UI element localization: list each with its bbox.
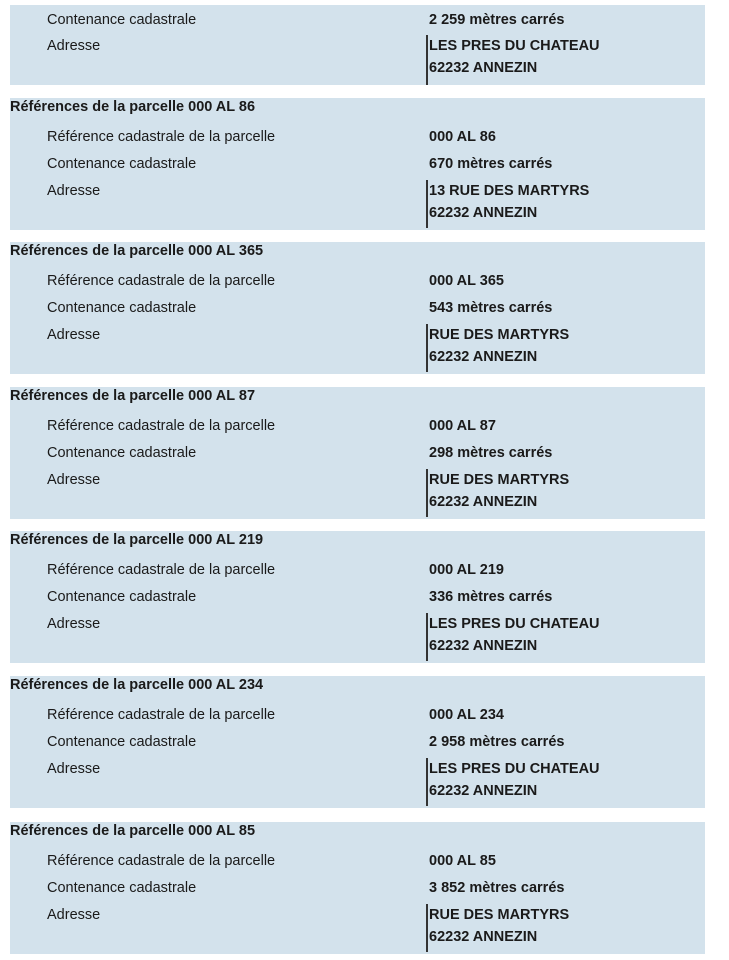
parcel-title: Références de la parcelle 000 AL 234 bbox=[10, 677, 264, 693]
reference-label: Référence cadastrale de la parcelle bbox=[47, 562, 276, 578]
reference-label: Référence cadastrale de la parcelle bbox=[47, 273, 276, 289]
contenance-value: 2 958 mètres carrés bbox=[429, 734, 565, 750]
adresse-line1: LES PRES DU CHATEAU bbox=[429, 616, 600, 632]
reference-label: Référence cadastrale de la parcelle bbox=[47, 707, 276, 723]
parcel-panel bbox=[10, 387, 705, 519]
adresse-line2: 62232 ANNEZIN bbox=[429, 783, 538, 799]
contenance-label: Contenance cadastrale bbox=[47, 445, 197, 461]
reference-value: 000 AL 87 bbox=[429, 418, 496, 434]
address-divider bbox=[426, 469, 428, 517]
contenance-value: 670 mètres carrés bbox=[429, 156, 553, 172]
address-divider bbox=[426, 180, 428, 228]
contenance-label: Contenance cadastrale bbox=[47, 734, 197, 750]
parcel-panel bbox=[10, 98, 705, 230]
adresse-line2: 62232 ANNEZIN bbox=[429, 638, 538, 654]
parcel-title: Références de la parcelle 000 AL 85 bbox=[10, 823, 256, 839]
contenance-value: 3 852 mètres carrés bbox=[429, 880, 565, 896]
contenance-value: 298 mètres carrés bbox=[429, 445, 553, 461]
adresse-label: Adresse bbox=[47, 907, 101, 923]
adresse-line2: 62232 ANNEZIN bbox=[429, 929, 538, 945]
parcel-title: Références de la parcelle 000 AL 86 bbox=[10, 99, 256, 115]
adresse-label: Adresse bbox=[47, 327, 101, 343]
contenance-value: 543 mètres carrés bbox=[429, 300, 553, 316]
parcel-panel bbox=[10, 676, 705, 808]
address-divider bbox=[426, 758, 428, 806]
parcel-panel-partial bbox=[10, 5, 705, 85]
reference-value: 000 AL 234 bbox=[429, 707, 504, 723]
adresse-label: Adresse bbox=[47, 616, 101, 632]
reference-value: 000 AL 86 bbox=[429, 129, 496, 145]
adresse-line2: 62232 ANNEZIN bbox=[429, 60, 538, 76]
adresse-label: Adresse bbox=[47, 761, 101, 777]
reference-label: Référence cadastrale de la parcelle bbox=[47, 853, 276, 869]
address-divider bbox=[426, 613, 428, 661]
adresse-line1: 13 RUE DES MARTYRS bbox=[429, 183, 590, 199]
adresse-line2: 62232 ANNEZIN bbox=[429, 205, 538, 221]
contenance-label: Contenance cadastrale bbox=[47, 300, 197, 316]
adresse-line1: RUE DES MARTYRS bbox=[429, 907, 570, 923]
reference-label: Référence cadastrale de la parcelle bbox=[47, 418, 276, 434]
adresse-line2: 62232 ANNEZIN bbox=[429, 494, 538, 510]
reference-value: 000 AL 85 bbox=[429, 853, 496, 869]
adresse-label: Adresse bbox=[47, 183, 101, 199]
contenance-label: Contenance cadastrale bbox=[47, 589, 197, 605]
adresse-label: Adresse bbox=[47, 472, 101, 488]
parcel-title: Références de la parcelle 000 AL 87 bbox=[10, 388, 256, 404]
reference-label: Référence cadastrale de la parcelle bbox=[47, 129, 276, 145]
adresse-line1: LES PRES DU CHATEAU bbox=[429, 38, 600, 54]
adresse-line2: 62232 ANNEZIN bbox=[429, 349, 538, 365]
reference-value: 000 AL 219 bbox=[429, 562, 504, 578]
adresse-line1: RUE DES MARTYRS bbox=[429, 327, 570, 343]
contenance-label: Contenance cadastrale bbox=[47, 156, 197, 172]
adresse-label: Adresse bbox=[47, 38, 101, 54]
contenance-value: 336 mètres carrés bbox=[429, 589, 553, 605]
parcel-panel bbox=[10, 822, 705, 954]
parcel-panel bbox=[10, 531, 705, 663]
address-divider bbox=[426, 324, 428, 372]
address-divider bbox=[426, 904, 428, 952]
address-divider bbox=[426, 35, 428, 85]
parcel-title: Références de la parcelle 000 AL 219 bbox=[10, 532, 264, 548]
parcel-panel bbox=[10, 242, 705, 374]
reference-value: 000 AL 365 bbox=[429, 273, 504, 289]
parcel-title: Références de la parcelle 000 AL 365 bbox=[10, 243, 264, 259]
adresse-line1: RUE DES MARTYRS bbox=[429, 472, 570, 488]
adresse-line1: LES PRES DU CHATEAU bbox=[429, 761, 600, 777]
contenance-label: Contenance cadastrale bbox=[47, 12, 197, 28]
contenance-label: Contenance cadastrale bbox=[47, 880, 197, 896]
contenance-value: 2 259 mètres carrés bbox=[429, 12, 565, 28]
